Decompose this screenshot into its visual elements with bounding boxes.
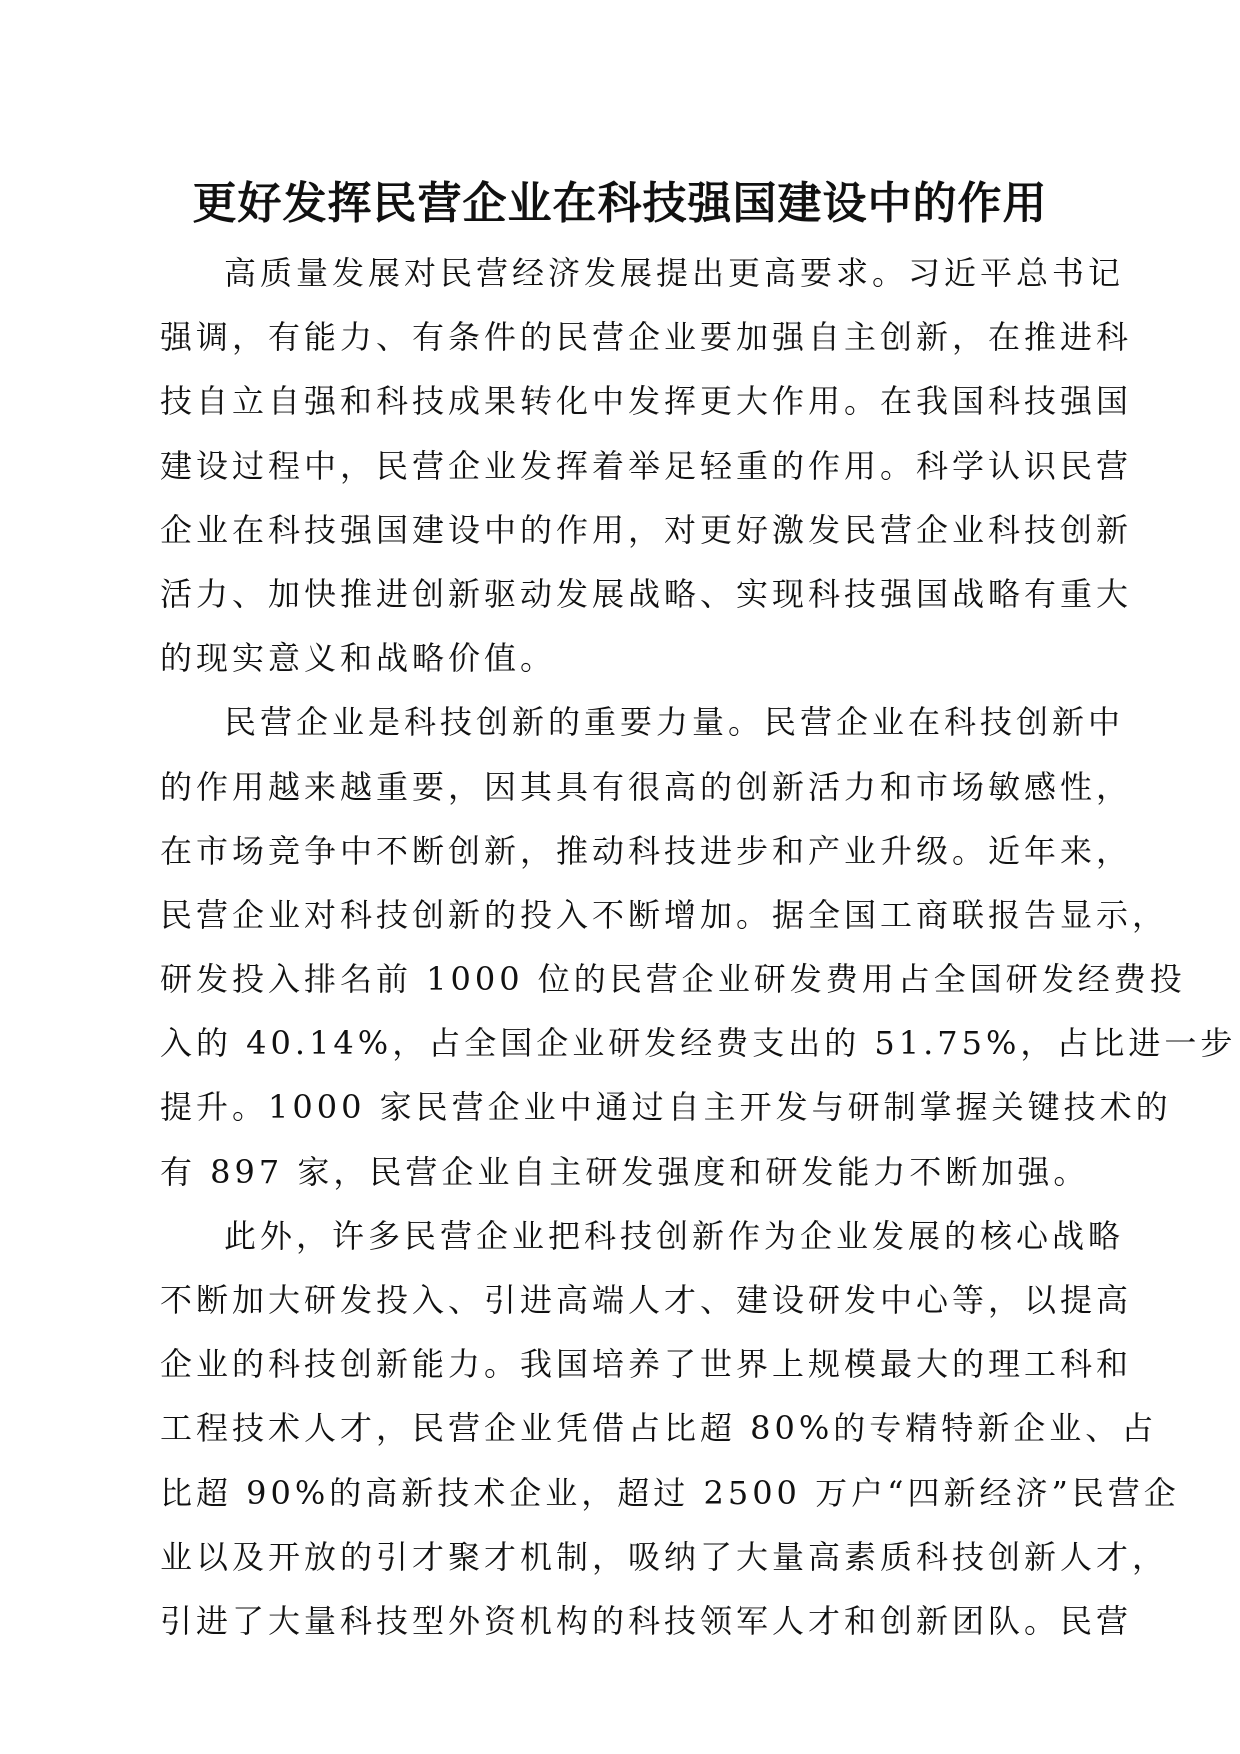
text-line: 民营企业对科技创新的投入不断增加。据全国工商联报告显示， — [160, 895, 1169, 934]
document-title: 更好发挥民营企业在科技强国建设中的作用 — [192, 178, 1048, 229]
text-line: 民营企业是科技创新的重要力量。民营企业在科技创新中 — [224, 703, 1125, 742]
text-line: 企业在科技强国建设中的作用，对更好激发民营企业科技创新 — [160, 510, 1133, 549]
paragraph — [160, 690, 1237, 1204]
text-line: 提升。1000 家民营企业中通过自主开发与研制掌握关键技术的 — [160, 1088, 1172, 1127]
text-line: 强调，有能力、有条件的民营企业要加强自主创新，在推进科 — [160, 318, 1133, 357]
text-line: 业以及开放的引才聚才机制，吸纳了大量高素质科技创新人才， — [160, 1537, 1169, 1576]
text-line: 引进了大量科技型外资机构的科技领军人才和创新团队。民营 — [160, 1601, 1133, 1640]
text-line: 建设过程中，民营企业发挥着举足轻重的作用。科学认识民营 — [160, 446, 1133, 485]
text-line: 比超 90%的高新技术企业，超过 2500 万户“四新经济”民营企 — [160, 1473, 1180, 1512]
text-line: 活力、加快推进创新驱动发展战略、实现科技强国战略有重大 — [160, 574, 1133, 613]
text-line: 企业的科技创新能力。我国培养了世界上规模最大的理工科和 — [160, 1345, 1133, 1384]
text-line: 有 897 家，民营企业自主研发强度和研发能力不断加强。 — [160, 1152, 1090, 1191]
text-line: 入的 40.14%，占全国企业研发经费支出的 51.75%，占比进一步 — [160, 1024, 1237, 1063]
paragraph — [160, 241, 1133, 690]
text-line: 不断加大研发投入、引进高端人才、建设研发中心等，以提高 — [160, 1281, 1133, 1319]
text-line: 的作用越来越重要，因其具有很高的创新活力和市场敏感性， — [160, 767, 1133, 806]
text-line: 技自立自强和科技成果转化中发挥更大作用。在我国科技强国 — [160, 382, 1133, 421]
text-line: 高质量发展对民营经济发展提出更高要求。习近平总书记 — [224, 254, 1125, 292]
document-body — [160, 241, 1237, 1653]
text-line: 研发投入排名前 1000 位的民营企业研发费用占全国研发经费投 — [160, 960, 1186, 999]
text-line: 工程技术人才，民营企业凭借占比超 80%的专精特新企业、占 — [160, 1409, 1158, 1448]
text-line: 此外，许多民营企业把科技创新作为企业发展的核心战略 — [224, 1216, 1125, 1255]
text-line: 在市场竞争中不断创新，推动科技进步和产业升级。近年来， — [160, 831, 1133, 870]
paragraph — [160, 1204, 1180, 1653]
text-line: 的现实意义和战略价值。 — [160, 639, 557, 678]
